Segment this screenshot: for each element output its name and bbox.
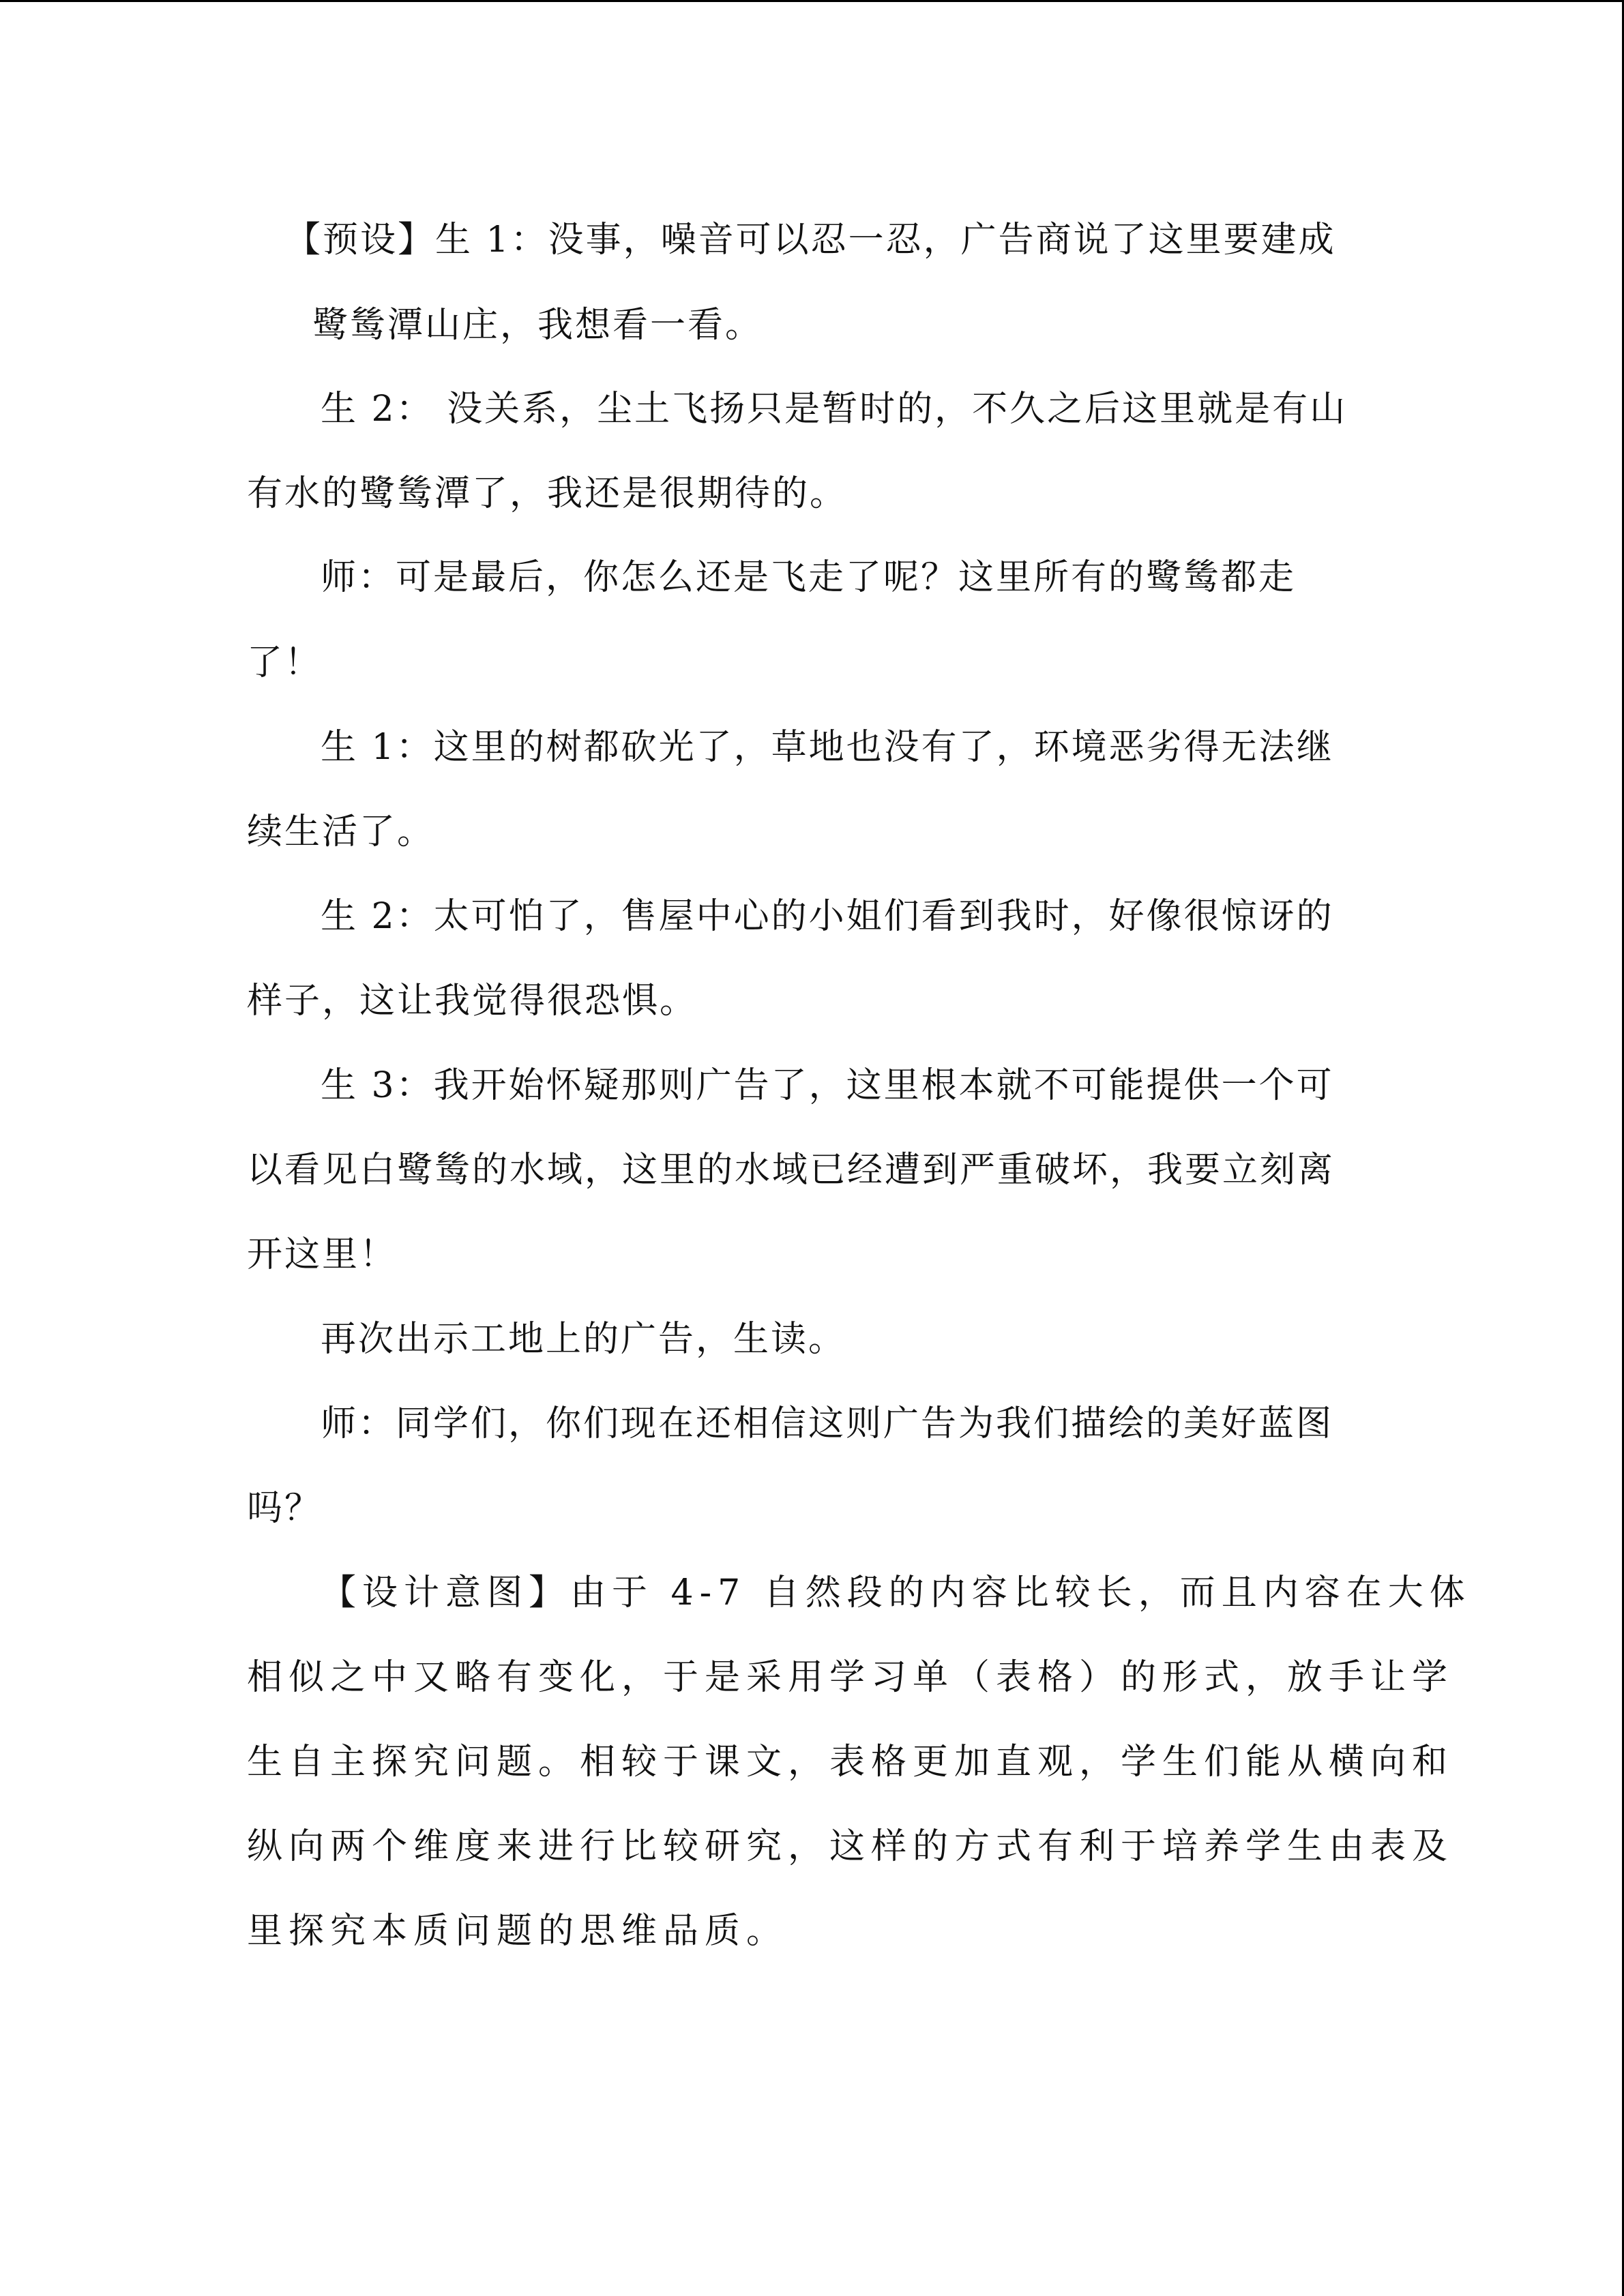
text-line-21: 里探究本质问题的思维品质。 [247, 1911, 788, 1952]
text-line-8: 续生活了。 [247, 811, 435, 852]
text-line-15: 师：同学们，你们现在还相信这则广告为我们描绘的美好蓝图 [321, 1403, 1334, 1444]
text-line-1: 【预设】生 1：没事，噪音可以忍一忍，广告商说了这里要建成 [285, 220, 1336, 260]
text-line-14: 再次出示工地上的广告，生读。 [321, 1319, 846, 1360]
text-line-12: 以看见白鹭鸶的水域，这里的水域已经遭到严重破坏，我要立刻离 [247, 1150, 1335, 1191]
text-line-11: 生 3：我开始怀疑那则广告了，这里根本就不可能提供一个可 [321, 1065, 1334, 1106]
text-line-10: 样子，这让我觉得很恐惧。 [247, 981, 698, 1022]
text-line-16: 吗？ [247, 1488, 323, 1529]
text-line-17: 【设计意图】由于 4-7 自然段的内容比较长，而且内容在大体 [321, 1572, 1471, 1613]
text-line-18: 相似之中又略有变化，于是采用学习单（表格）的形式，放手让学 [247, 1657, 1454, 1698]
text-line-6: 了！ [247, 642, 323, 683]
text-line-19: 生自主探究问题。相较于课文，表格更加直观，学生们能从横向和 [247, 1742, 1454, 1783]
text-line-5: 师：可是最后，你怎么还是飞走了呢？这里所有的鹭鸶都走 [321, 557, 1297, 598]
text-line-2: 鹭鸶潭山庄，我想看一看。 [312, 305, 763, 346]
text-line-3: 生 2： 没关系，尘土飞扬只是暂时的，不久之后这里就是有山 [321, 389, 1348, 430]
text-line-20: 纵向两个维度来进行比较研究，这样的方式有利于培养学生由表及 [247, 1826, 1454, 1867]
text-line-13: 开这里！ [247, 1234, 398, 1275]
text-line-7: 生 1：这里的树都砍光了，草地也没有了，环境恶劣得无法继 [321, 727, 1334, 768]
text-line-4: 有水的鹭鸶潭了，我还是很期待的。 [247, 473, 848, 514]
text-line-9: 生 2：太可怕了，售屋中心的小姐们看到我时，好像很惊讶的 [321, 896, 1334, 937]
